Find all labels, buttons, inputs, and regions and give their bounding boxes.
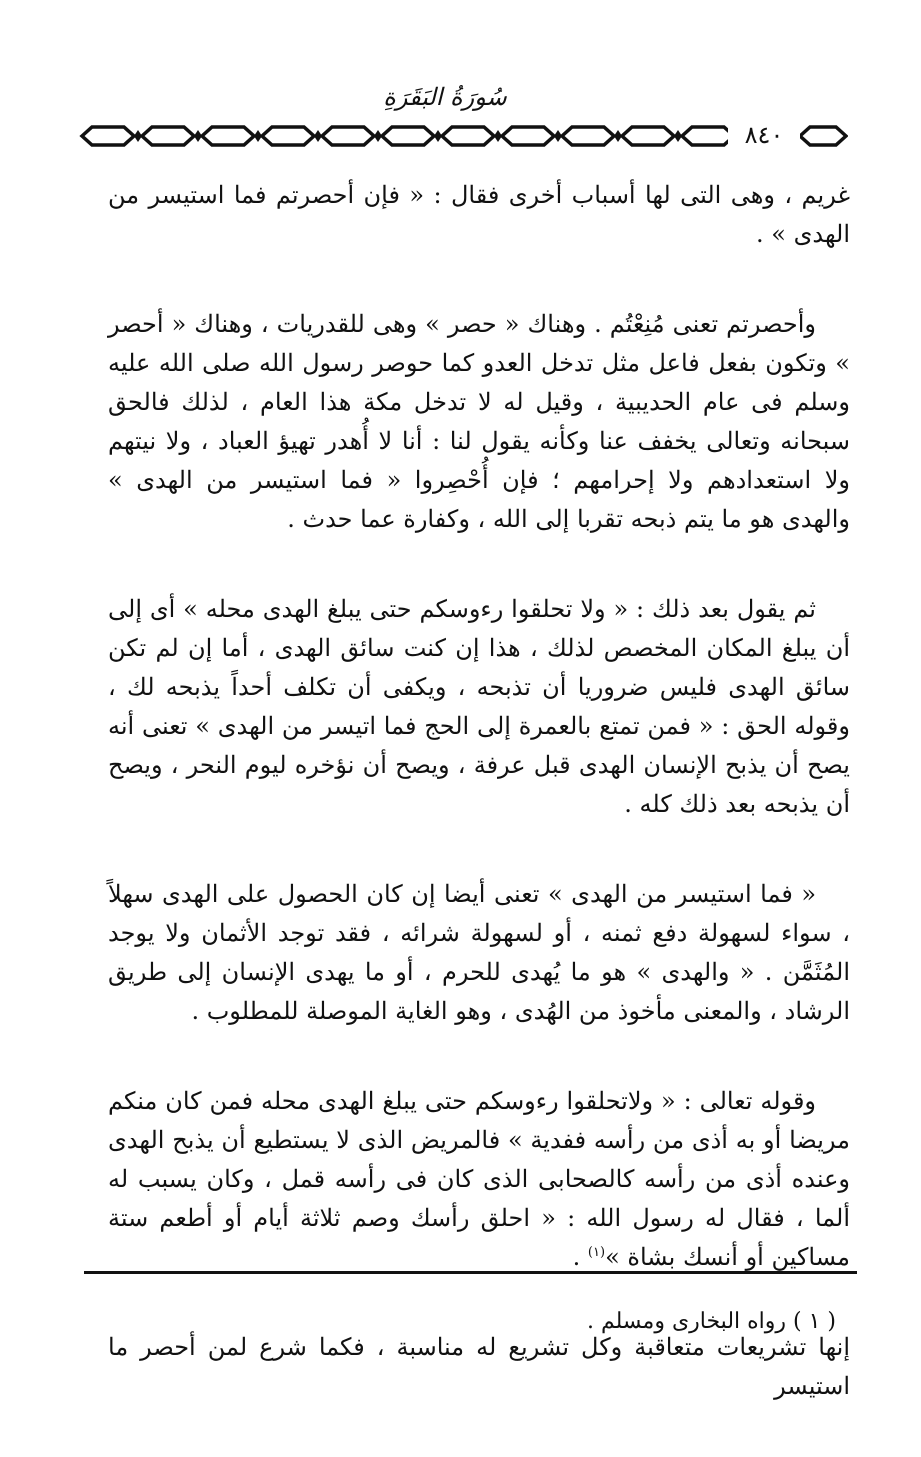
body-text [108, 176, 850, 1457]
page-number: ٨٤٠ [728, 118, 800, 154]
footnote-divider [84, 1271, 857, 1274]
paragraph: وأحصرتم تعنى مُنِعْتُم . وهناك « حصر » وهى للقدريات ، وهناك « أحصر » وتكون بفعل فاعل مثل تدخل العدو كما حوصر رسول الله صلى الله عليه وسلم فى عام الحديبية ، وقيل له لا تدخل مكة هذا العام ، لذلك فالحق سبحانه وتعالى يخفف عنا وكأنه يقول لنا : أنا لا أُهدر تهيؤ العباد ، ولا نيتهم ولا استعدادهم ولا إحرامهم ؛ فإن أُحْصِروا « فما استيسر من الهدى » والهدى هو ما يتم ذبحه تقربا إلى الله ، وكفارة عما حدث . [108, 310, 850, 533]
paragraph: غريم ، وهى التى لها أسباب أخرى فقال : « فإن أحصرتم فما استيسر من الهدى » . [108, 181, 850, 248]
footnote-reference: (١) [587, 1245, 606, 1260]
paragraph: ثم يقول بعد ذلك : « ولا تحلقوا رءوسكم حتى يبلغ الهدى محله » أى إلى أن يبلغ المكان المخصص لذلك ، هذا إن كنت سائق الهدى ، أما إن لم تكن سائق الهدى فليس ضروريا أن تذبحه ، ويكفى أن تكلف أحداً يذبحه لك ، وقوله الحق : « فمن تمتع بالعمرة إلى الحج فما اتيسر من الهدى » تعنى أنه يصح أن يذبح الإنسان الهدى قبل عرفة ، ويصح أن نؤخره ليوم النحر ، ويصح أن يذبحه بعد ذلك كله . [108, 595, 850, 818]
paragraph-text: وقوله تعالى : « ولاتحلقوا رءوسكم حتى يبلغ الهدى محله فمن كان منكم مريضا أو به أذى من رأسه ففدية » فالمريض الذى لا يستطيع أن يذبح الهدى وعنده أذى من رأسه كالصحابى الذى كان فى رأسه قمل ، وكان يسبب له ألما ، فقال له رسول الله : « احلق رأسك وصم ثلاثة أيام أو أطعم ستة مساكين أو أنسك بشاة » [108, 1087, 850, 1271]
footnote: ( ١ ) رواه البخارى ومسلم . [587, 1309, 836, 1334]
paragraph: إنها تشريعات متعاقبة وكل تشريع له مناسبة ، فكما شرع لمن أحصر ما استيسر [108, 1333, 850, 1400]
surah-title: سُورَةُ البَقَرَةِ [383, 83, 507, 111]
paragraph: وقوله تعالى : « ولاتحلقوا رءوسكم حتى يبلغ الهدى محله فمن كان منكم مريضا أو به أذى من رأسه ففدية » فالمريض الذى لا يستطيع أن يذبح الهدى وعنده أذى من رأسه كالصحابى الذى كان فى رأسه قمل ، وكان يسبب له ألما ، فقال له رسول الله : « احلق رأسك وصم ثلاثة أيام أو أطعم ستة مساكين أو أنسك بشاة »$^{(١)}$ . [108, 1087, 850, 1271]
paragraph: « فما استيسر من الهدى » تعنى أيضا إن كان الحصول على الهدى سهلاً ، سواء لسهولة دفع ثمنه ، أو لسهولة شرائه ، فقد توجد الأثمان ولا يوجد المُثَمَّن . « والهدى » هو ما يُهدى للحرم ، أو ما يهدى الإنسان إلى طريق الرشاد ، والمعنى مأخوذ من الهُدى ، وهو الغاية الموصلة للمطلوب . [108, 880, 850, 1025]
